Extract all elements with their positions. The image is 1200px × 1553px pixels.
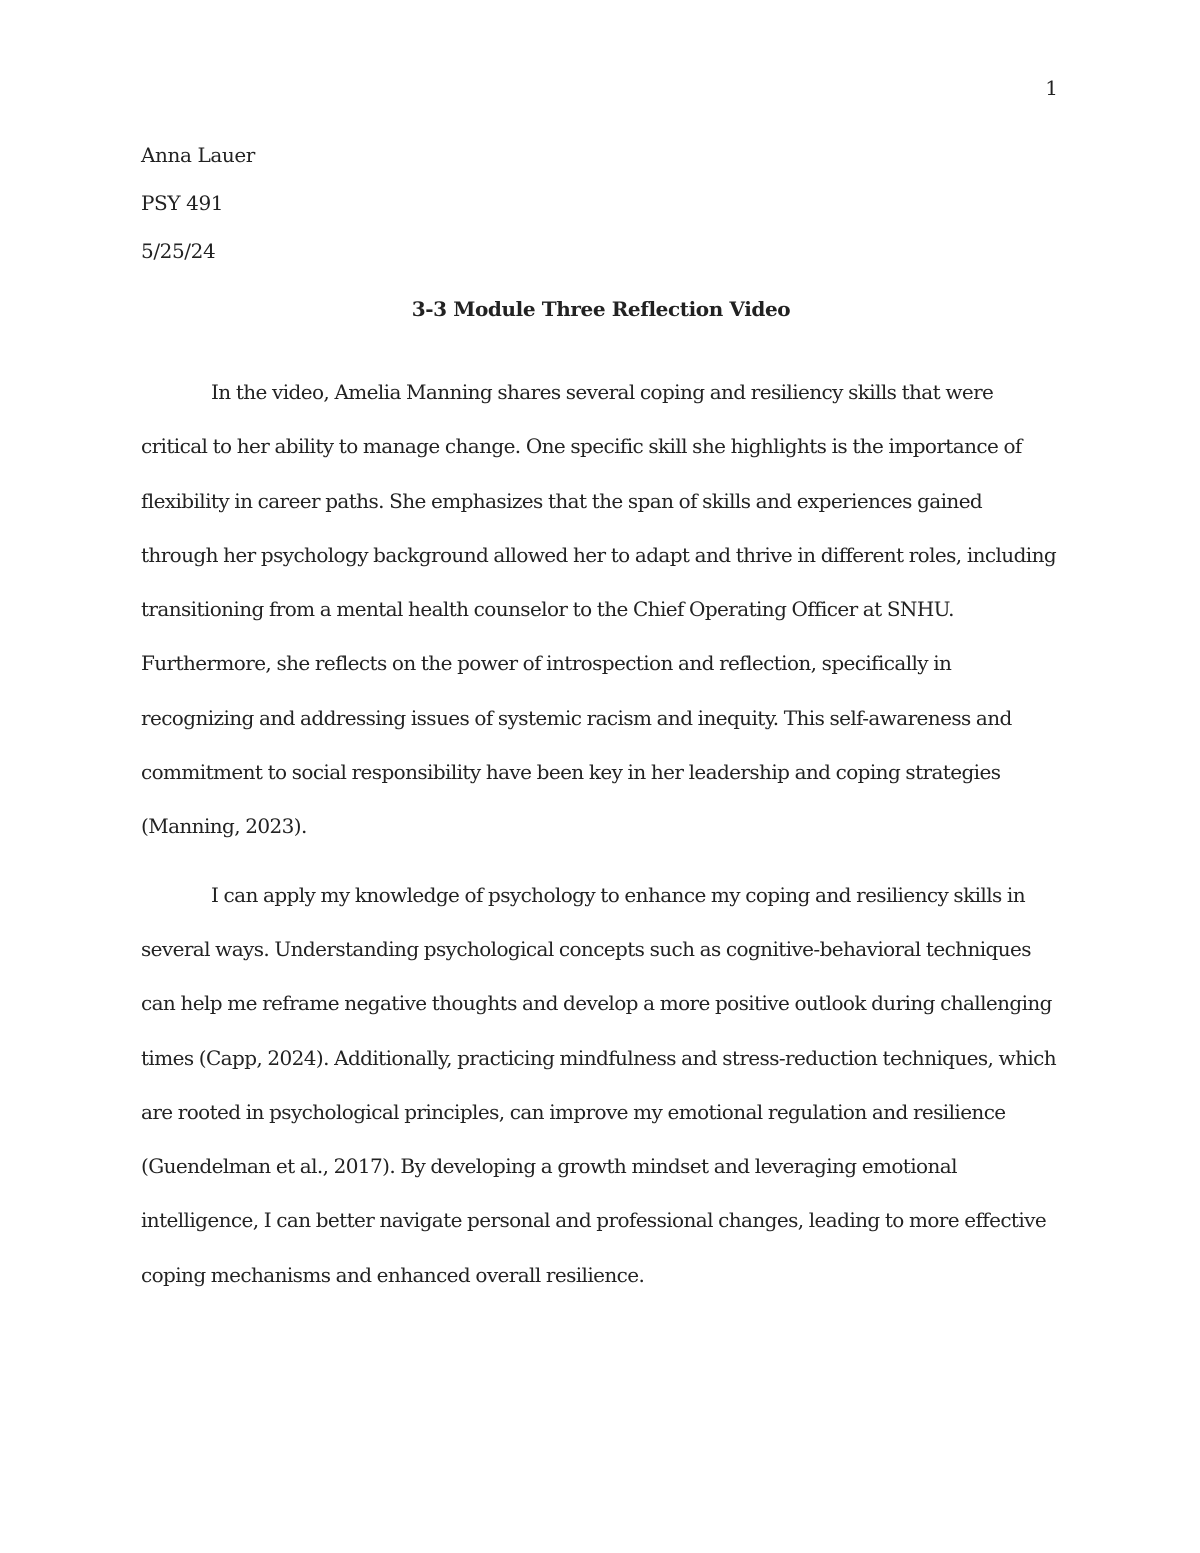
- body-paragraph-1: In the video, Amelia Manning shares several coping and resiliency skills that were critical to her ability to manage change. One specific skill she highlights is the importance of flexibility in career paths. She emphasizes that the span of skills and experiences gained through her psychology background allowed her to adapt and thrive in different roles, including transitioning from a mental health counselor to the Chief Operating Officer at SNHU. Furthermore, she reflects on the power of introspection and reflection, specifically in recognizing and addressing issues of systemic racism and inequity. This self-awareness and commitment to social responsibility have been key in her leadership and coping strategies (Manning, 2023).: [141, 380, 1057, 839]
- course-code: PSY 491: [141, 191, 224, 215]
- document-body: [141, 143, 1061, 1302]
- document-title: 3-3 Module Three Reflection Video: [411, 297, 791, 321]
- submission-date: 5/25/24: [141, 239, 216, 263]
- body-paragraph-2: I can apply my knowledge of psychology to enhance my coping and resiliency skills in several ways. Understanding psychological concepts such as cognitive-behavioral techniques can help me reframe negative thoughts and develop a more positive outlook during challenging times (Capp, 2024). Additionally, practicing mindfulness and stress-reduction techniques, which are rooted in psychological principles, can improve my emotional regulation and resilience (Guendelman et al., 2017). By developing a growth mindset and leveraging emotional intelligence, I can better navigate personal and professional changes, leading to more effective coping mechanisms and enhanced overall resilience.: [141, 882, 1057, 1287]
- page-number: 1: [1045, 76, 1058, 100]
- author-name: Anna Lauer: [141, 143, 255, 167]
